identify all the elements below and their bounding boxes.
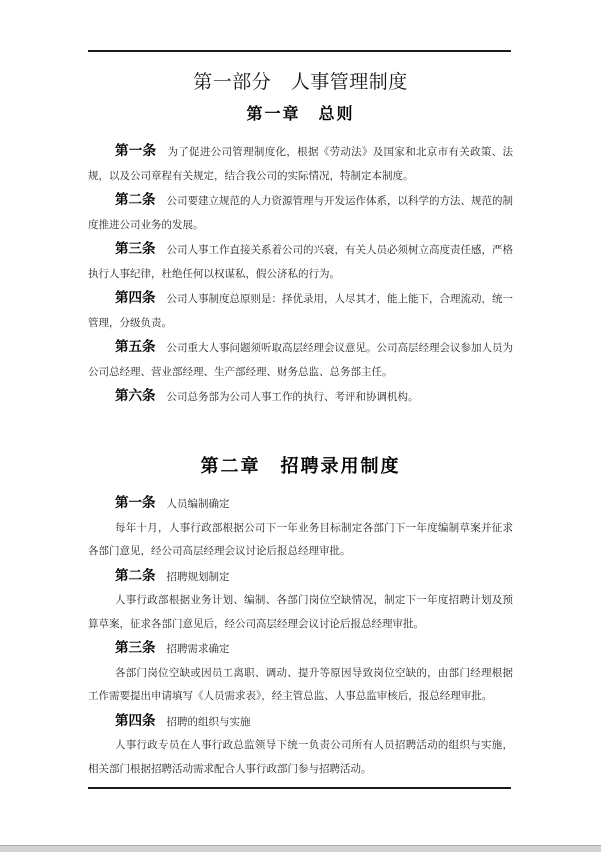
article-text: 公司要建立规范的人力资源管理与开发运作体系，以科学的方法、规范的制度推进公司业务的发展。 bbox=[88, 196, 513, 231]
article-paragraph bbox=[88, 286, 513, 335]
page-bottom-edge bbox=[0, 845, 601, 852]
article-label: 第一条 bbox=[115, 143, 157, 158]
part-title: 第一部分 人事管理制度 bbox=[193, 72, 408, 93]
article-paragraph bbox=[88, 335, 513, 384]
article-label: 第三条 bbox=[115, 640, 156, 655]
chapter-2-body bbox=[88, 491, 513, 781]
article-paragraph bbox=[88, 139, 513, 188]
article-text: 公司重大人事问题须听取高层经理会议意见。公司高层经理会议参加人员为公司总经理、营业部经理、生产部经理、财务总监、总务部主任。 bbox=[88, 343, 513, 378]
article-body-paragraph: 人事行政专员在人事行政总监领导下统一负责公司所有人员招聘活动的组织与实施，相关部门根据招聘活动需求配合人事行政部门参与招聘活动。 bbox=[88, 740, 513, 775]
article-body-paragraph: 各部门岗位空缺或因员工离职、调动、提升等原因导致岗位空缺的，由部门经理根据工作需要提出申请填写《人员需求表》，经主管总监、人事总监审核后，报总经理审批。 bbox=[88, 667, 513, 702]
article-paragraph bbox=[88, 237, 513, 286]
chapter-1-body bbox=[88, 139, 513, 410]
article-text: 为了促进公司管理制度化，根据《劳动法》及国家和北京市有关政策、法规，以及公司章程有关规定，结合我公司的实际情况，特制定本制度。 bbox=[88, 147, 514, 182]
article-text: 公司人事制度总原则是：择优录用，人尽其才，能上能下，合理流动，统一管理，分级负责。 bbox=[88, 294, 513, 329]
article-label: 第一条 bbox=[115, 495, 156, 510]
article-label: 第三条 bbox=[115, 241, 156, 256]
article-label: 第四条 bbox=[115, 290, 156, 305]
article-label: 第二条 bbox=[115, 192, 156, 207]
article-title-paragraph bbox=[88, 491, 513, 517]
article-title-paragraph bbox=[88, 564, 513, 590]
article-text: 公司人事工作直接关系着公司的兴衰，有关人员必须树立高度责任感，严格执行人事纪律，杜绝任何以权谋私，假公济私的行为。 bbox=[88, 245, 513, 280]
article-title-paragraph bbox=[88, 709, 513, 735]
footer-rule bbox=[88, 787, 511, 789]
chapter-2-heading: 第二章 招聘录用制度 bbox=[200, 456, 401, 476]
article-body-paragraph: 每年十月，人事行政部根据公司下一年业务目标制定各部门下一年度编制草案并征求各部门意见，经公司高层经理会议讨论后报总经理审批。 bbox=[88, 522, 513, 557]
header-rule bbox=[88, 50, 511, 52]
article-paragraph bbox=[88, 384, 513, 410]
article-body-paragraph: 人事行政部根据业务计划、编制、各部门岗位空缺情况，制定下一年度招聘计划及预算草案，征求各部门意见后，经公司高层经理会议讨论后报总经理审批。 bbox=[88, 595, 513, 630]
article-title-text: 招聘的组织与实施 bbox=[166, 716, 251, 728]
article-label: 第六条 bbox=[115, 388, 156, 403]
article-label: 第二条 bbox=[115, 567, 156, 583]
chapter-1-heading: 第一章 总则 bbox=[246, 106, 355, 123]
article-paragraph bbox=[88, 188, 513, 237]
article-title-text: 招聘需求确定 bbox=[166, 644, 230, 655]
article-text: 公司总务部为公司人事工作的执行、考评和协调机构。 bbox=[166, 392, 419, 403]
article-label: 第四条 bbox=[115, 712, 156, 728]
article-label: 第五条 bbox=[115, 339, 156, 354]
article-title-text: 招聘规划制定 bbox=[166, 571, 230, 583]
article-title-paragraph bbox=[88, 636, 513, 662]
article-title-text: 人员编制确定 bbox=[166, 499, 230, 510]
